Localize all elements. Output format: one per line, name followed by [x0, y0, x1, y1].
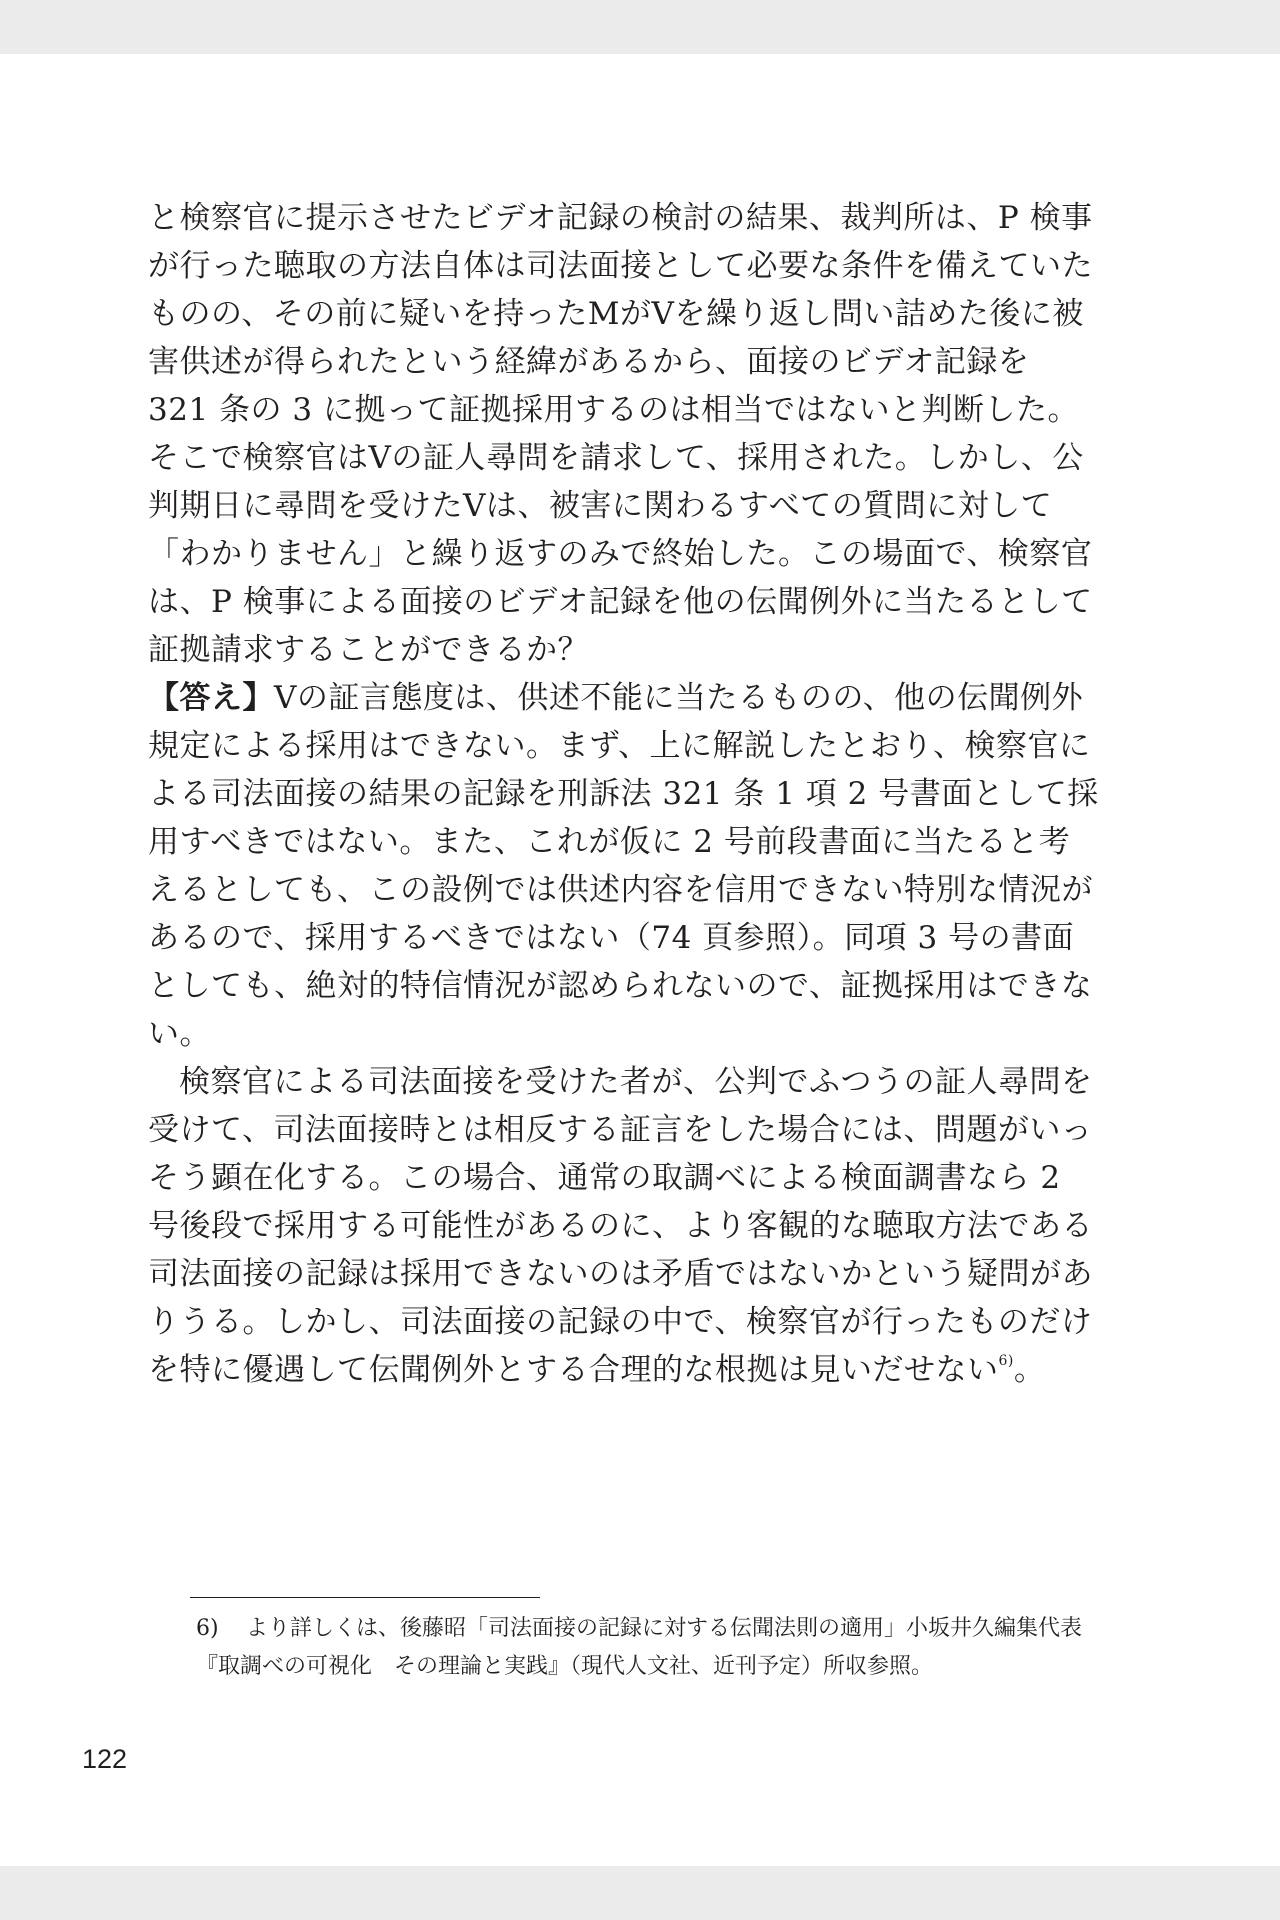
main-body-text — [148, 194, 1100, 1394]
footnote-line-2: 『取調べの可視化 その理論と実践』（現代人文社、近刊予定）所収参照。 — [196, 1654, 934, 1679]
paragraph-discussion — [148, 1058, 1100, 1394]
answer-text: Vの証言態度は、供述不能に当たるものの、他の伝聞例外規定による採用はできない。まず、上に解説したとおり、検察官による司法面接の結果の記録を刑訴法 321 条 1 項 2 号書面として採用すべきではない。また、これが仮に 2 号前段書面に当たると考えるとしても、この設例では供述内容を信用できない特別な情況があるので、採用するべきではない（74 頁参照）。同項 3 号の書面としても、絶対的特信情況が認められないので、証拠採用はできない。 — [148, 680, 1099, 1052]
footnote-mark: 6) — [196, 1616, 219, 1641]
paragraph-answer — [148, 674, 1100, 1058]
footnote — [196, 1610, 1126, 1686]
footnote-separator — [190, 1597, 540, 1598]
answer-label: 【答え】 — [148, 680, 274, 716]
bottom-margin-band — [0, 1866, 1280, 1920]
discussion-end: 。 — [1013, 1352, 1046, 1388]
footnote-line-1: より詳しくは、後藤昭「司法面接の記録に対する伝聞法則の適用」小坂井久編集代表 — [246, 1616, 1083, 1641]
discussion-text: 検察官による司法面接を受けた者が、公判でふつうの証人尋問を受けて、司法面接時とは相反する証言をした場合には、問題がいっそう顕在化する。この場合、通常の取調べによる検面調書なら 2 号後段で採用する可能性があるのに、より客観的な聴取方法である司法面接の記録は採用できないのは矛盾ではないかという疑問がありうる。しかし、司法面接の記録の中で、検察官が行ったものだけを特に優遇して伝聞例外とする合理的な根拠は見いだせない — [148, 1064, 1093, 1388]
page-number: 122 — [82, 1744, 128, 1774]
footnote-reference[interactable]: 6) — [998, 1352, 1014, 1369]
top-margin-band — [0, 0, 1280, 54]
paragraph-question: と検察官に提示させたビデオ記録の検討の結果、裁判所は、P 検事が行った聴取の方法自体は司法面接として必要な条件を備えていたものの、その前に疑いを持ったMがVを繰り返し問い詰めた後に被害供述が得られたという経緯があるから、面接のビデオ記録を 321 条の 3 に拠って証拠採用するのは相当ではないと判断した。そこで検察官はVの証人尋問を請求して、採用された。しかし、公判期日に尋問を受けたVは、被害に関わるすべての質問に対して「わかりません」と繰り返すのみで終始した。この場面で、検察官は、P 検事による面接のビデオ記録を他の伝聞例外に当たるとして証拠請求することができるか？ — [148, 200, 1093, 668]
